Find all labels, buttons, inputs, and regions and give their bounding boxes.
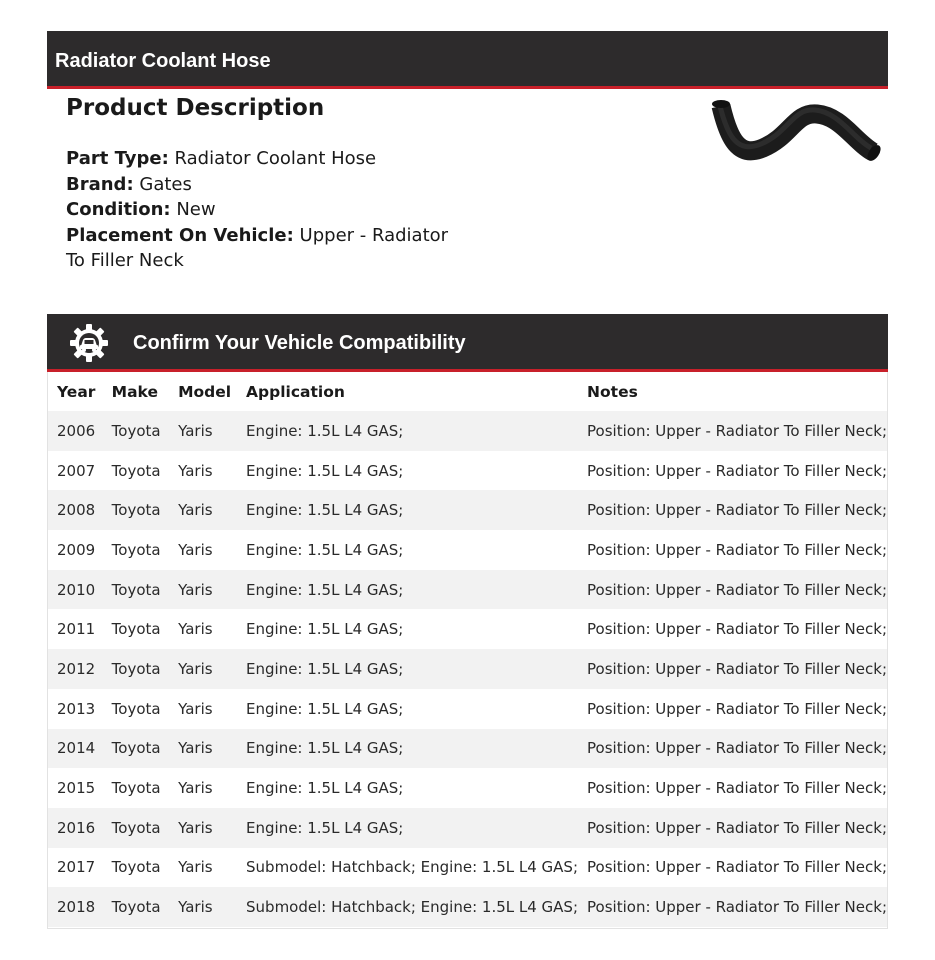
cell-notes: Position: Upper - Radiator To Filler Neck; — [578, 570, 887, 610]
cell-year: 2016 — [48, 808, 103, 848]
cell-notes: Position: Upper - Radiator To Filler Neck; — [587, 779, 887, 798]
cell-application: Engine: 1.5L L4 GAS; — [246, 620, 404, 639]
cell-model: Yaris — [178, 858, 213, 877]
description-title: Product Description — [66, 95, 325, 121]
column-header-notes: Notes — [587, 382, 638, 401]
cell-make: Toyota — [103, 649, 169, 689]
cell-model: Yaris — [169, 411, 237, 451]
column-header-make: Make — [111, 382, 158, 401]
cell-make: Toyota — [111, 858, 161, 877]
cell-year: 2014 — [48, 729, 103, 769]
cell-model: Yaris — [169, 729, 237, 769]
table-row — [48, 490, 887, 530]
field-label: Condition: — [66, 199, 171, 221]
table-row — [48, 530, 887, 570]
cell-application: Submodel: Hatchback; Engine: 1.5L L4 GAS; — [237, 887, 578, 927]
cell-make: Toyota — [103, 887, 169, 927]
cell-model: Yaris — [169, 490, 237, 530]
cell-notes: Position: Upper - Radiator To Filler Neck; — [587, 858, 887, 877]
cell-make: Toyota — [111, 461, 161, 480]
cell-year: 2007 — [57, 461, 96, 480]
field-label: Placement On Vehicle: — [66, 224, 294, 246]
cell-application: Engine: 1.5L L4 GAS; — [237, 649, 578, 689]
field-value: Gates — [139, 173, 192, 195]
cell-year: 2015 — [57, 779, 96, 798]
cell-application: Engine: 1.5L L4 GAS; — [237, 729, 578, 769]
table-row — [48, 451, 887, 491]
cell-notes: Position: Upper - Radiator To Filler Neck; — [578, 808, 887, 848]
cell-year: 2018 — [48, 887, 103, 927]
field-value: New — [176, 199, 216, 221]
cell-model: Yaris — [178, 540, 213, 559]
description-field-placement — [66, 223, 466, 274]
table-header-row — [48, 372, 887, 411]
cell-model: Yaris — [169, 570, 237, 610]
table-row — [48, 570, 887, 610]
table-row — [48, 689, 887, 729]
cell-application: Engine: 1.5L L4 GAS; — [246, 540, 404, 559]
table-row — [48, 887, 887, 927]
cell-model: Yaris — [178, 699, 213, 718]
table-row — [48, 848, 887, 888]
cell-year: 2009 — [57, 540, 96, 559]
cell-application: Engine: 1.5L L4 GAS; — [246, 699, 404, 718]
cell-application: Engine: 1.5L L4 GAS; — [246, 779, 404, 798]
column-header-model: Model — [178, 382, 232, 401]
cell-application: Engine: 1.5L L4 GAS; — [237, 411, 578, 451]
description-field-condition — [66, 197, 466, 223]
field-label: Brand: — [66, 173, 134, 195]
cell-notes: Position: Upper - Radiator To Filler Neck; — [578, 729, 887, 769]
cell-application: Submodel: Hatchback; Engine: 1.5L L4 GAS; — [246, 858, 579, 877]
cell-make: Toyota — [111, 699, 161, 718]
cell-model: Yaris — [178, 461, 213, 480]
product-header — [47, 31, 888, 89]
product-header-title: Radiator Coolant Hose — [55, 50, 271, 72]
description-field-part-type — [66, 146, 466, 172]
table-row — [48, 729, 887, 769]
compatibility-header-title: Confirm Your Vehicle Compatibility — [133, 332, 466, 354]
cell-year: 2013 — [57, 699, 96, 718]
cell-make: Toyota — [111, 779, 161, 798]
cell-application: Engine: 1.5L L4 GAS; — [237, 490, 578, 530]
cell-notes: Position: Upper - Radiator To Filler Neck; — [587, 699, 887, 718]
field-value: Upper - Radiator To Filler Neck — [66, 224, 449, 272]
compatibility-header — [47, 314, 888, 372]
cell-application: Engine: 1.5L L4 GAS; — [237, 570, 578, 610]
cell-notes: Position: Upper - Radiator To Filler Neck; — [578, 490, 887, 530]
cell-model: Yaris — [178, 620, 213, 639]
cell-make: Toyota — [103, 729, 169, 769]
field-value: Radiator Coolant Hose — [174, 148, 377, 169]
table-row — [48, 808, 887, 848]
field-label: Part Type: — [66, 148, 169, 169]
cell-application: Engine: 1.5L L4 GAS; — [237, 808, 578, 848]
cell-make: Toyota — [103, 570, 169, 610]
table-row — [48, 768, 887, 808]
table-row — [48, 649, 887, 689]
hose-product-image — [705, 92, 885, 182]
column-header-application: Application — [246, 382, 345, 401]
compatibility-table — [47, 372, 888, 929]
table-row — [48, 609, 887, 649]
cell-year: 2011 — [57, 620, 96, 639]
cell-make: Toyota — [103, 490, 169, 530]
cell-notes: Position: Upper - Radiator To Filler Neck; — [587, 461, 887, 480]
column-header-year: Year — [57, 382, 96, 401]
cell-model: Yaris — [169, 649, 237, 689]
cell-notes: Position: Upper - Radiator To Filler Neck; — [587, 540, 887, 559]
cell-make: Toyota — [111, 620, 161, 639]
description-field-brand — [66, 172, 466, 198]
cell-model: Yaris — [169, 887, 237, 927]
cell-year: 2006 — [48, 411, 103, 451]
cell-notes: Position: Upper - Radiator To Filler Neck; — [578, 411, 887, 451]
cell-make: Toyota — [103, 808, 169, 848]
gear-car-icon — [69, 323, 109, 363]
cell-year: 2010 — [48, 570, 103, 610]
cell-notes: Position: Upper - Radiator To Filler Neck; — [578, 649, 887, 689]
cell-notes: Position: Upper - Radiator To Filler Neck; — [578, 887, 887, 927]
cell-year: 2008 — [48, 490, 103, 530]
cell-notes: Position: Upper - Radiator To Filler Neck; — [587, 620, 887, 639]
cell-model: Yaris — [178, 779, 213, 798]
cell-year: 2012 — [48, 649, 103, 689]
cell-make: Toyota — [103, 411, 169, 451]
cell-make: Toyota — [111, 540, 161, 559]
cell-year: 2017 — [57, 858, 96, 877]
cell-application: Engine: 1.5L L4 GAS; — [246, 461, 404, 480]
cell-model: Yaris — [169, 808, 237, 848]
description-list — [66, 146, 466, 274]
table-row — [48, 411, 887, 451]
